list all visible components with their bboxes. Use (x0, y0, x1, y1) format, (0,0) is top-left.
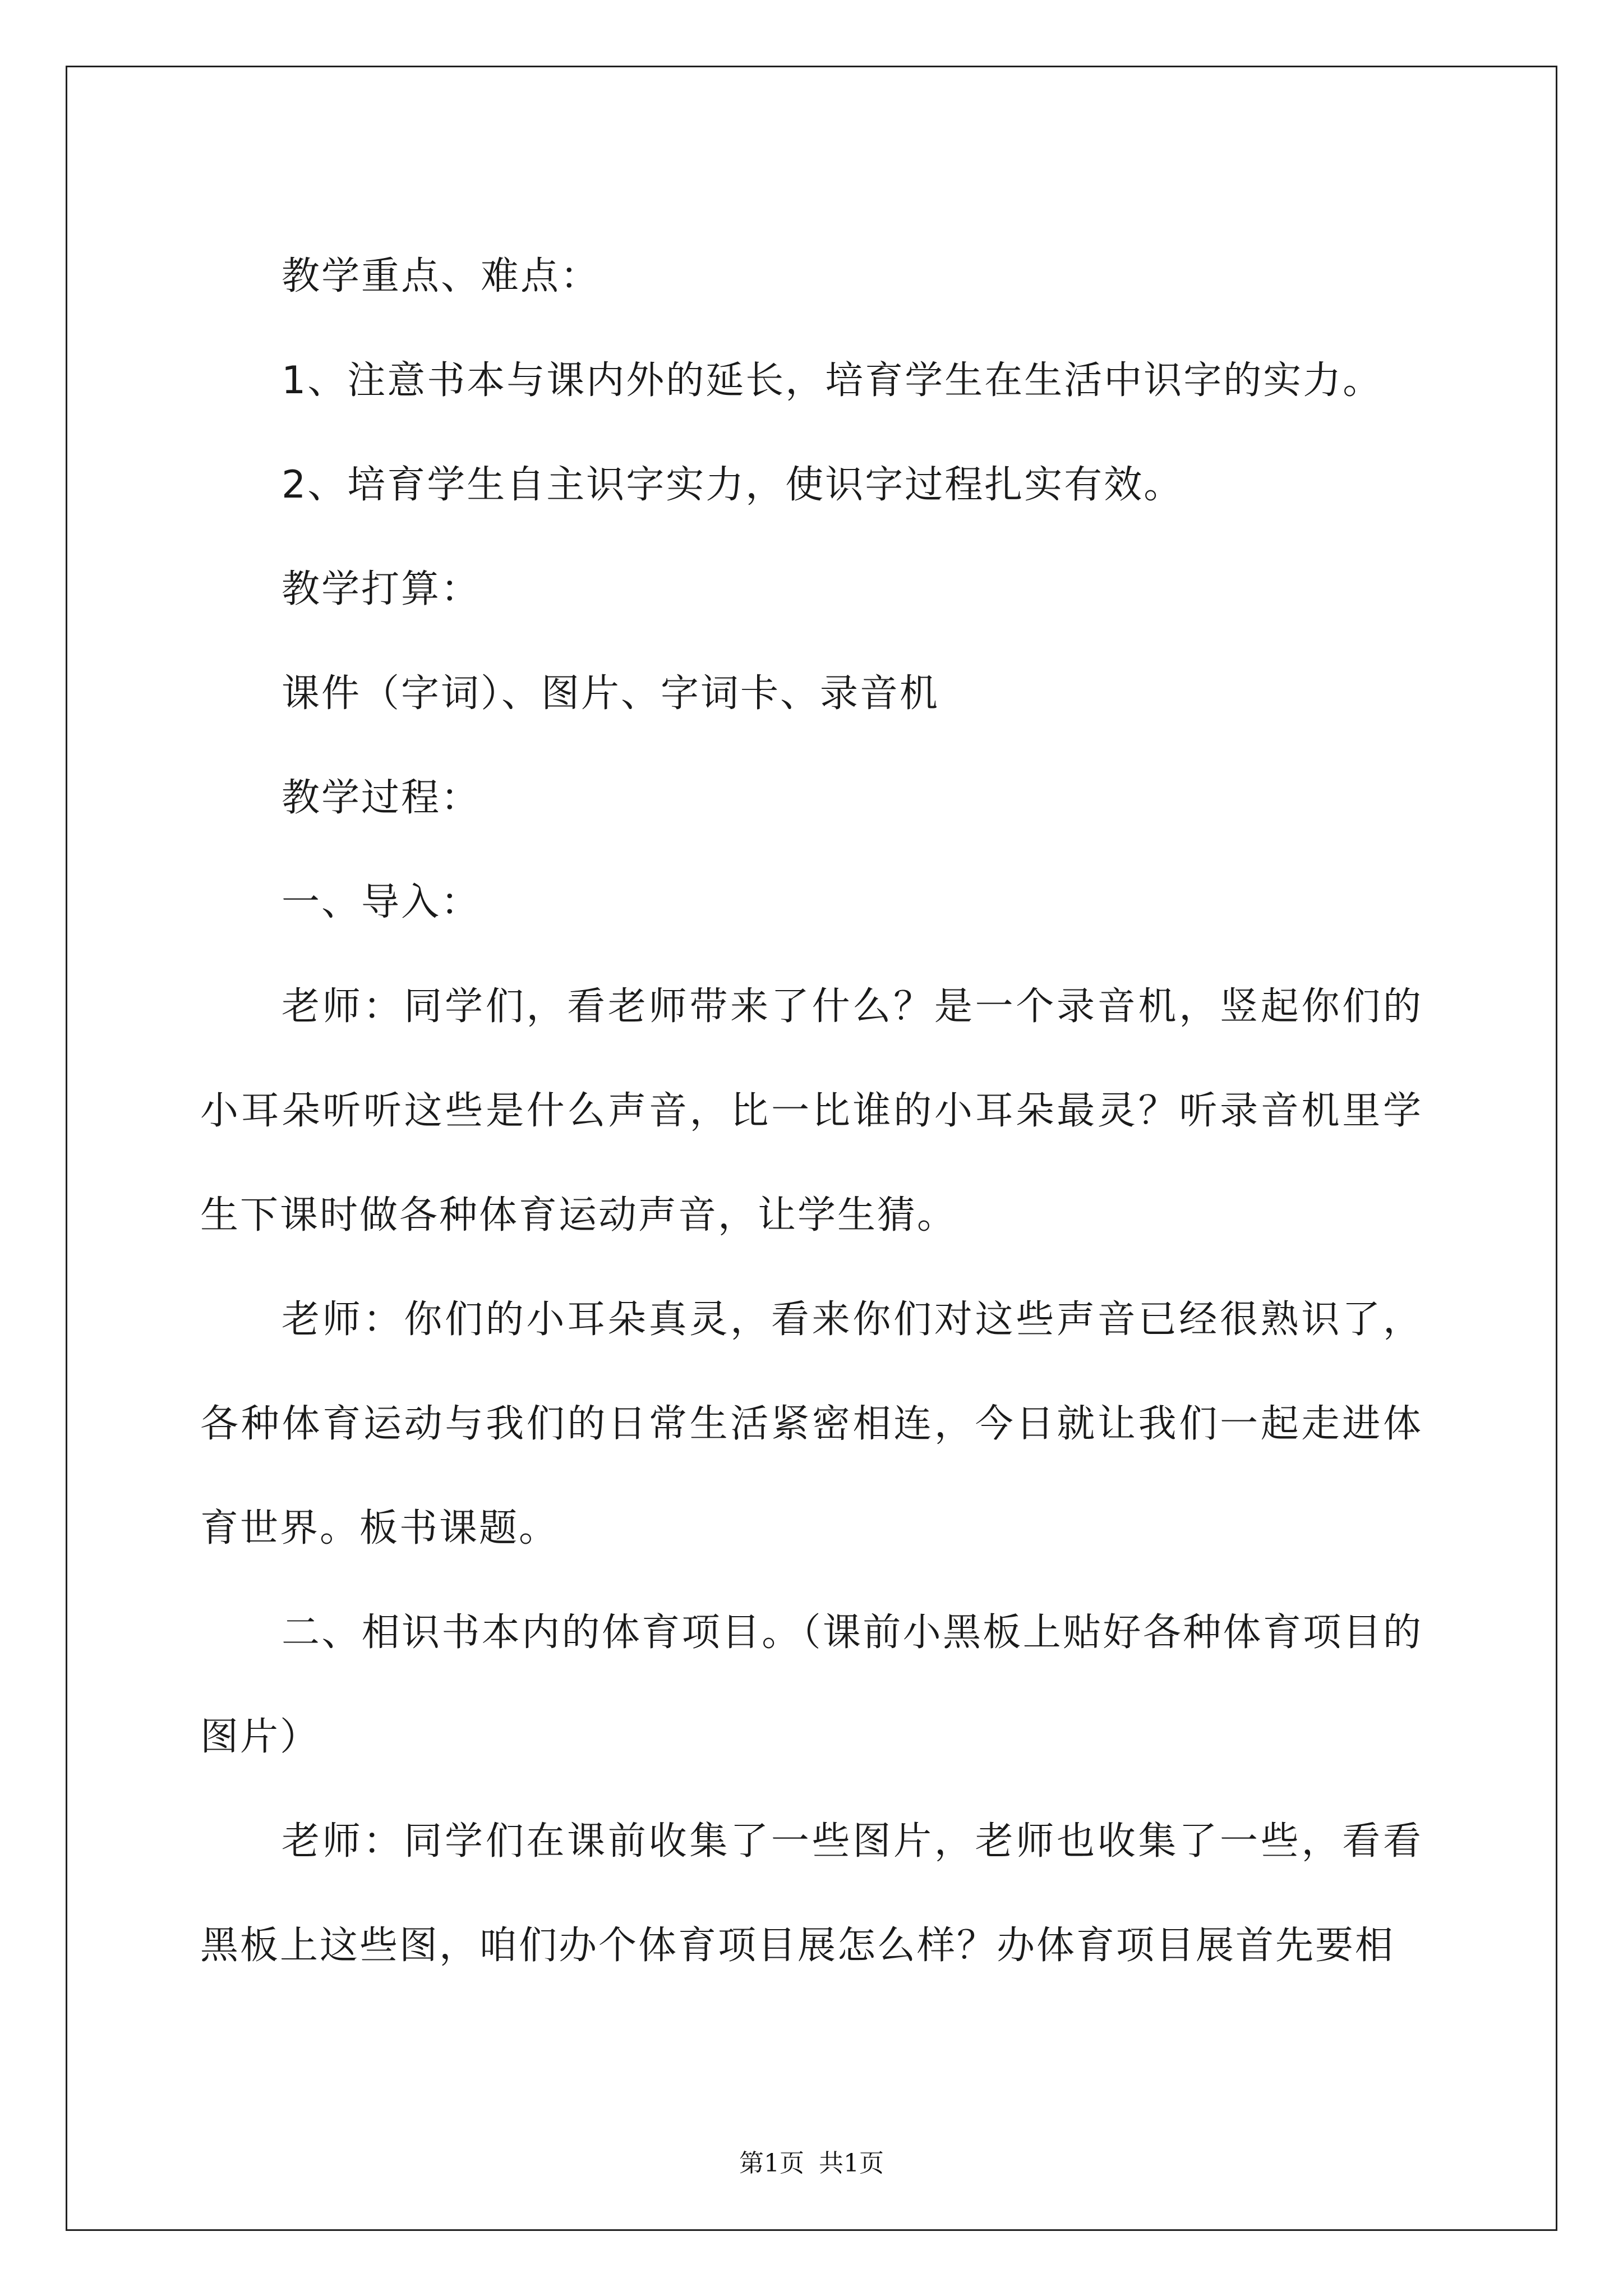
paragraph-point-2: 2、培育学生自主识字实力，使识字过程扎实有效。 (282, 463, 1184, 507)
paragraph-section-intro: 一、导入： (282, 880, 481, 924)
paragraph-teacher-1: 老师：同学们，看老师带来了什么？是一个录音机，竖起你们的小耳朵听听这些是什么声音，比一比谁的小耳朵最灵？听录音机里学生下课时做各种体育运动声音，让学生猜。 (200, 984, 1423, 1237)
paragraph-teacher-3: 老师：同学们在课前收集了一些图片，老师也收集了一些，看看黑板上这些图，咱们办个体育项目展怎么样？办体育项目展首先要相 (200, 1819, 1423, 1968)
page-footer (0, 2143, 1623, 2179)
document-body (200, 224, 1423, 1998)
paragraph-heading-preparation: 教学打算： (282, 567, 481, 611)
paragraph-section-2: 二、相识书本内的体育项目。（课前小黑板上贴好各种体育项目的图片） (200, 1611, 1423, 1759)
paragraph-teacher-2: 老师：你们的小耳朵真灵，看来你们对这些声音已经很熟识了，各种体育运动与我们的日常生活紧密相连，今日就让我们一起走进体育世界。板书课题。 (200, 1297, 1423, 1550)
paragraph-heading-process: 教学过程： (282, 776, 481, 820)
page-number: 第1页 (739, 2149, 804, 2178)
page-total: 共1页 (819, 2149, 884, 2178)
paragraph-heading-key-points: 教学重点、难点： (282, 254, 601, 298)
paragraph-materials: 课件（字词）、图片、字词卡、录音机 (282, 671, 940, 716)
paragraph-point-1: 1、注意书本与课内外的延长，培育学生在生活中识字的实力。 (282, 358, 1383, 403)
